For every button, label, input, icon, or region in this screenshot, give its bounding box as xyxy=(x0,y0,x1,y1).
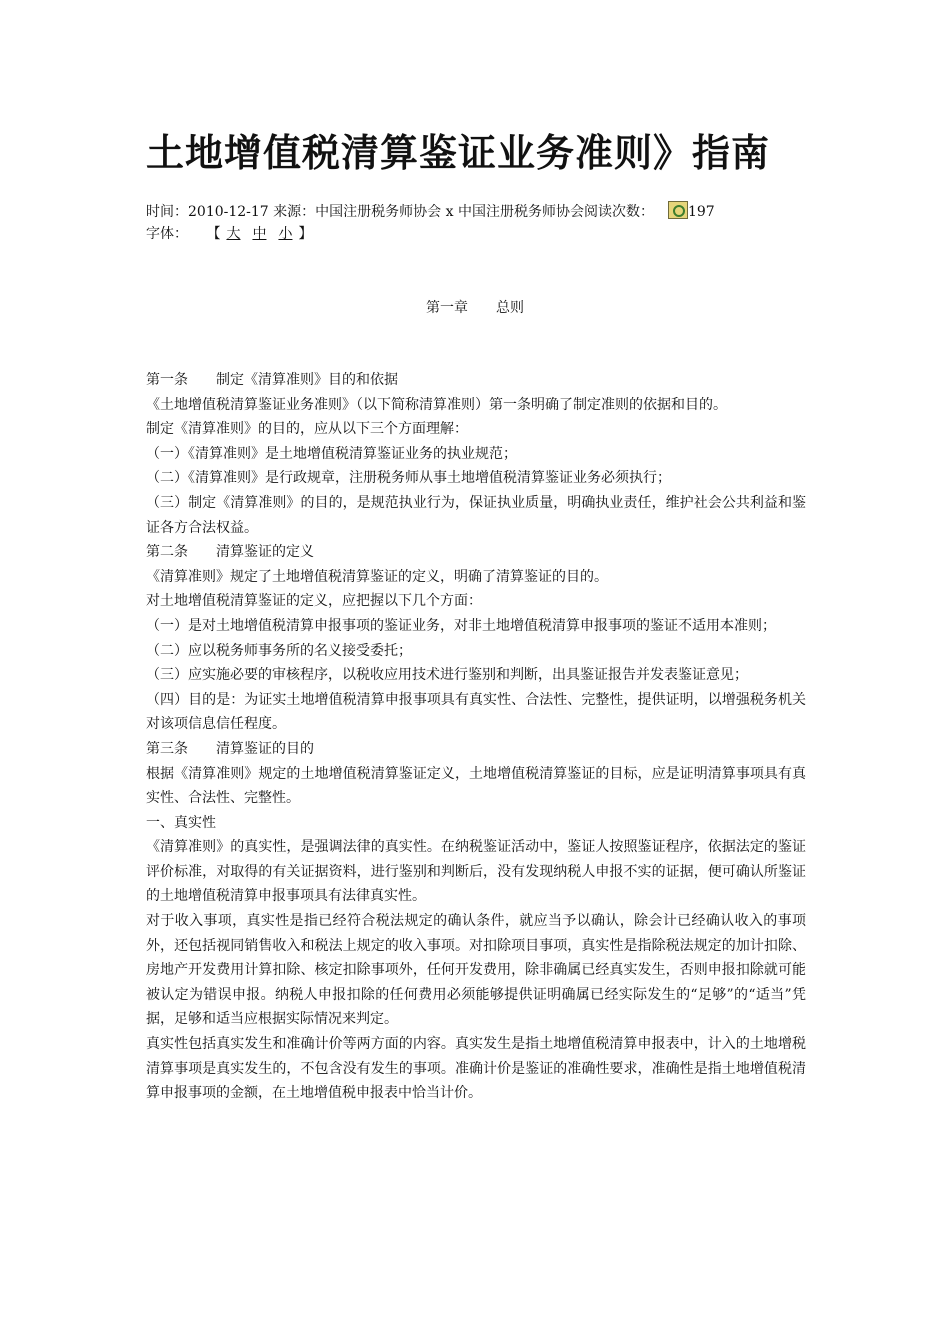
body-paragraph: 根据《清算准则》规定的土地增值税清算鉴证定义，土地增值税清算鉴证的目标，应是证明清算事项具有真实性、合法性、完整性。 xyxy=(146,765,806,807)
body-paragraph: 制定《清算准则》的目的，应从以下三个方面理解： xyxy=(146,421,468,438)
body-paragraph: （四）目的是：为证实土地增值税清算申报事项具有真实性、合法性、完整性，提供证明，以增强税务机关对该项信息信任程度。 xyxy=(146,691,806,733)
chapter-name: 总则 xyxy=(496,300,524,316)
article-heading xyxy=(146,368,806,393)
body-paragraph: （二）应以税务师事务所的名义接受委托； xyxy=(146,642,412,659)
body-paragraph: 一、真实性 xyxy=(146,814,216,831)
article-number: 第三条 xyxy=(146,740,188,757)
bracket-close: 】 xyxy=(298,226,313,242)
article-topic: 制定《清算准则》目的和依据 xyxy=(216,372,398,388)
font-size-large-link[interactable]: 大 xyxy=(226,226,241,242)
article-topic: 清算鉴证的目的 xyxy=(216,740,314,757)
bracket-open: 【 xyxy=(206,226,221,242)
body-paragraph: 《清算准则》规定了土地增值税清算鉴证的定义，明确了清算鉴证的目的。 xyxy=(146,568,608,585)
view-count: 197 xyxy=(687,204,715,220)
article-heading xyxy=(146,737,806,762)
font-size-label: 字体： xyxy=(146,226,188,242)
article-meta xyxy=(146,201,846,245)
font-size-small-link[interactable]: 小 xyxy=(278,226,293,242)
meta-info-line xyxy=(146,201,846,223)
article-topic: 清算鉴证的定义 xyxy=(216,544,314,561)
body-paragraph: 对于收入事项，真实性是指已经符合税法规定的确认条件，就应当予以确认，除会计已经确认收入的事项外，还包括视同销售收入和税法上规定的收入事项。对扣除项目事项，真实性是指除税法规定的加计扣除、房地产开发费用计算扣除、核定扣除事项外，任何开发费用，除非确属已经真实发生，否则申报扣除就可能被认定为错误申报。纳税人申报扣除的任何费用必须能够提供证明确属已经实际发生的“足够”的“适当”凭据，足够和适当应根据实际情况来判定。 xyxy=(146,913,806,1028)
body-paragraph: （二）《清算准则》是行政规章，注册税务师从事土地增值税清算鉴证业务必须执行； xyxy=(146,470,671,487)
document-title: 土地增值税清算鉴证业务准则》指南 xyxy=(146,130,771,175)
article-number: 第二条 xyxy=(146,544,188,561)
body-paragraph: 真实性包括真实发生和准确计价等两方面的内容。真实发生是指土地增值税清算申报表中，计入的土地增税清算事项是真实发生的，不包含没有发生的事项。准确计价是鉴证的准确性要求，准确性是指土地增值税清算申报事项的金额，在土地增值税申报表中恰当计价。 xyxy=(146,1036,806,1102)
body-paragraph: （三）制定《清算准则》的目的，是规范执业行为，保证执业质量，明确执业责任，维护社会公共利益和鉴证各方合法权益。 xyxy=(146,494,806,536)
body-paragraph: 对土地增值税清算鉴证的定义，应把握以下几个方面： xyxy=(146,593,482,610)
font-size-selector xyxy=(146,223,846,245)
view-count-icon xyxy=(668,201,688,219)
body-paragraph: （三）应实施必要的审核程序，以税收应用技术进行鉴别和判断，出具鉴证报告并发表鉴证意见； xyxy=(146,667,748,684)
article-number: 第一条 xyxy=(146,372,188,388)
font-size-medium-link[interactable]: 中 xyxy=(252,226,267,242)
body-paragraph: 《清算准则》的真实性，是强调法律的真实性。在纳税鉴证活动中，鉴证人按照鉴证程序，依据法定的鉴证评价标准，对取得的有关证据资料，进行鉴别和判断后，没有发现纳税人申报不实的证据，便可确认所鉴证的土地增值税清算申报事项具有法律真实性。 xyxy=(146,839,806,905)
body-paragraph: （一）是对土地增值税清算申报事项的鉴证业务，对非土地增值税清算申报事项的鉴证不适用本准则； xyxy=(146,617,776,634)
meta-info-text: 时间：2010-12-17 来源：中国注册税务师协会 x 中国注册税务师协会阅读次数： xyxy=(146,204,654,220)
article-body xyxy=(146,368,806,1106)
chapter-number: 第一章 xyxy=(426,300,468,316)
chapter-heading xyxy=(0,297,950,319)
body-paragraph: 《土地增值税清算鉴证业务准则》（以下简称清算准则）第一条明确了制定准则的依据和目的。 xyxy=(146,396,727,413)
body-paragraph: （一）《清算准则》是土地增值税清算鉴证业务的执业规范； xyxy=(146,445,517,462)
article-heading xyxy=(146,540,806,565)
